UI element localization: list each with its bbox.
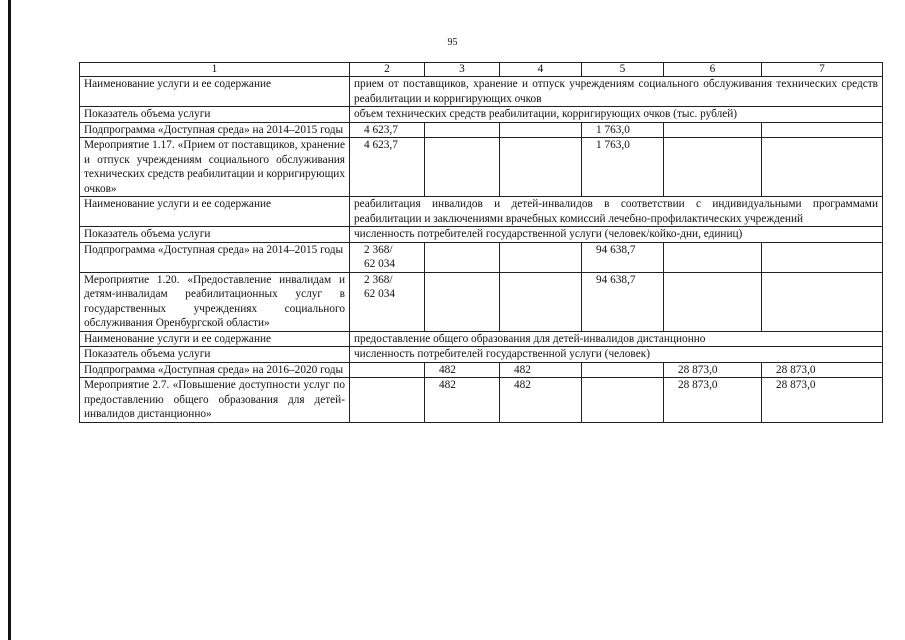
row-label: Показатель объема услуги [80,227,350,243]
service-description-row [80,347,883,363]
service-description-row [80,331,883,347]
value-cell: 94 638,7 [582,242,664,272]
value-cell [500,272,582,331]
program-label: Подпрограмма «Доступная среда» на 2014–2015 годы [80,122,350,138]
service-description: реабилитация инвалидов и детей-инвалидов в соответствии с индивидуальными программами реабилитации и заключениями врачебных комиссий лечебно-профилактических учреждений [350,197,883,227]
column-header-7: 7 [762,63,883,77]
value-cell: 1 763,0 [582,122,664,138]
row-label: Наименование услуги и ее содержание [80,77,350,107]
value-cell [350,378,425,423]
column-header-5: 5 [582,63,664,77]
value-cell [500,242,582,272]
value-cell [762,242,883,272]
column-header-6: 6 [664,63,762,77]
value-cell [425,242,500,272]
column-header-2: 2 [350,63,425,77]
value-cell [500,138,582,197]
column-header-1: 1 [80,63,350,77]
program-label: Мероприятие 2.7. «Повышение доступности услуг по предоставлению общего образования для детей-инвалидов дистанционно» [80,378,350,423]
value-cell [350,362,425,378]
table-body [80,63,883,423]
value-cell: 482 [425,378,500,423]
value-cell: 482 [425,362,500,378]
program-label: Подпрограмма «Доступная среда» на 2014–2015 годы [80,242,350,272]
value-cell: 94 638,7 [582,272,664,331]
value-cell [582,378,664,423]
value-cell: 28 873,0 [664,378,762,423]
value-cell [500,122,582,138]
service-description: объем технических средств реабилитации, корригирующих очков (тыс. рублей) [350,107,883,123]
table-row [80,242,883,272]
value-cell: 28 873,0 [762,378,883,423]
value-cell [664,272,762,331]
value-cell [664,122,762,138]
service-description: численность потребителей государственной услуги (человек/койко-дни, единиц) [350,227,883,243]
column-header-3: 3 [425,63,500,77]
page-number: 95 [447,37,458,48]
value-cell: 1 763,0 [582,138,664,197]
column-header-4: 4 [500,63,582,77]
service-description-row [80,107,883,123]
service-description: предоставление общего образования для детей-инвалидов дистанционно [350,331,883,347]
service-description: численность потребителей государственной услуги (человек) [350,347,883,363]
header-row [80,63,883,77]
table-row [80,362,883,378]
value-cell [425,138,500,197]
service-description-row [80,227,883,243]
value-cell: 2 368/ 62 034 [350,242,425,272]
page-edge-bar [8,0,11,640]
services-table [79,62,883,423]
value-cell [762,122,883,138]
value-cell: 28 873,0 [762,362,883,378]
value-cell: 482 [500,378,582,423]
value-cell [664,138,762,197]
table-row [80,122,883,138]
value-cell: 482 [500,362,582,378]
value-cell [425,122,500,138]
table-row [80,378,883,423]
program-label: Мероприятие 1.17. «Прием от поставщиков, хранение и отпуск учреждениям социального обслуживания технических средств реабилитации и корригирующих очков» [80,138,350,197]
program-label: Подпрограмма «Доступная среда» на 2016–2020 годы [80,362,350,378]
table-row [80,138,883,197]
service-description-row [80,197,883,227]
value-cell: 4 623,7 [350,138,425,197]
value-cell [664,242,762,272]
row-label: Наименование услуги и ее содержание [80,331,350,347]
value-cell [762,138,883,197]
value-cell: 2 368/ 62 034 [350,272,425,331]
program-label: Мероприятие 1.20. «Предоставление инвалидам и детям-инвалидам реабилитационных услуг в государственных учреждениях социального обслуживания Оренбургской области» [80,272,350,331]
value-cell: 28 873,0 [664,362,762,378]
service-description-row [80,77,883,107]
row-label: Показатель объема услуги [80,107,350,123]
value-cell [582,362,664,378]
value-cell [425,272,500,331]
service-description: прием от поставщиков, хранение и отпуск учреждениям социального обслуживания технических средств реабилитации и корригирующих очков [350,77,883,107]
value-cell [762,272,883,331]
row-label: Наименование услуги и ее содержание [80,197,350,227]
value-cell: 4 623,7 [350,122,425,138]
row-label: Показатель объема услуги [80,347,350,363]
table-row [80,272,883,331]
